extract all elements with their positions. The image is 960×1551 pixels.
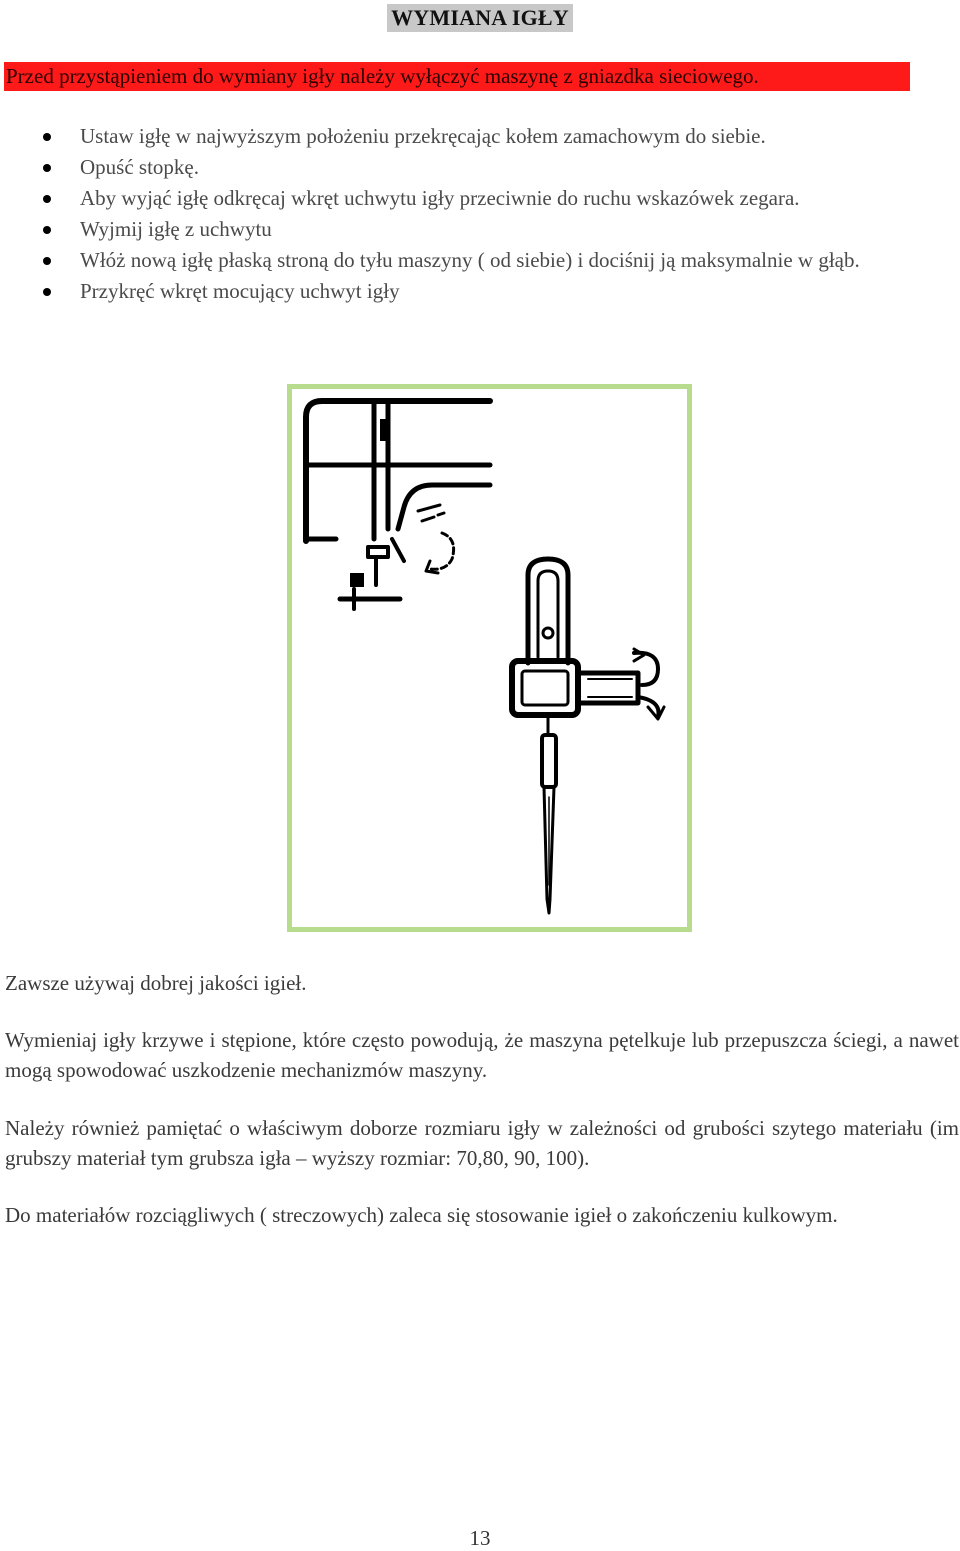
needle-diagram-svg	[292, 389, 687, 927]
paragraph-stretch-materials: Do materiałów rozciągliwych ( streczowych) zaleca się stosowanie igieł o zakończeniu kulkowym.	[5, 1203, 838, 1227]
bullet-icon	[43, 257, 51, 265]
step-text: Włóż nową igłę płaską stroną do tyłu maszyny ( od siebie) i dociśnij ją maksymalnie w głąb.	[80, 248, 860, 272]
needle-replacement-figure	[287, 384, 692, 932]
list-item	[0, 214, 960, 245]
list-item	[0, 183, 960, 214]
paragraph-quality: Zawsze używaj dobrej jakości igieł.	[5, 971, 307, 995]
bullet-icon	[43, 133, 51, 141]
bullet-icon	[43, 195, 51, 203]
paragraph-replace-bent: Wymieniaj igły krzywe i stępione, które często powodują, że maszyna pętelkuje lub przepuszcza ściegi, a nawet mogą spowodować uszkodzenie mechanizmów maszyny.	[5, 1028, 959, 1082]
list-item	[0, 121, 960, 152]
list-item	[0, 152, 960, 183]
list-item	[0, 245, 960, 276]
machine-head-drawing	[306, 401, 490, 609]
page-title: WYMIANA IGŁY	[387, 4, 573, 32]
paragraph-needle-size: Należy również pamiętać o właściwym doborze rozmiaru igły w zależności od grubości szytego materiału (im grubszy materiał tym grubsza igła – wyższy rozmiar: 70,80, 90, 100).	[5, 1116, 959, 1170]
list-item	[0, 276, 960, 307]
title-wrapper	[0, 4, 960, 32]
step-text: Wyjmij igłę z uchwytu	[80, 217, 272, 241]
step-text: Opuść stopkę.	[80, 155, 199, 179]
bullet-icon	[43, 288, 51, 296]
bullet-icon	[43, 226, 51, 234]
step-text: Przykręć wkręt mocujący uchwyt igły	[80, 279, 400, 303]
needle-holder-drawing	[512, 559, 664, 913]
step-text: Aby wyjąć igłę odkręcaj wkręt uchwytu igły przeciwnie do ruchu wskazówek zegara.	[80, 186, 800, 210]
instruction-list	[0, 121, 960, 307]
warning-banner: Przed przystąpieniem do wymiany igły należy wyłączyć maszynę z gniazdka sieciowego.	[4, 62, 910, 91]
bullet-icon	[43, 164, 51, 172]
page-number: 13	[469, 1526, 491, 1550]
step-text: Ustaw igłę w najwyższym położeniu przekręcając kołem zamachowym do siebie.	[80, 124, 766, 148]
